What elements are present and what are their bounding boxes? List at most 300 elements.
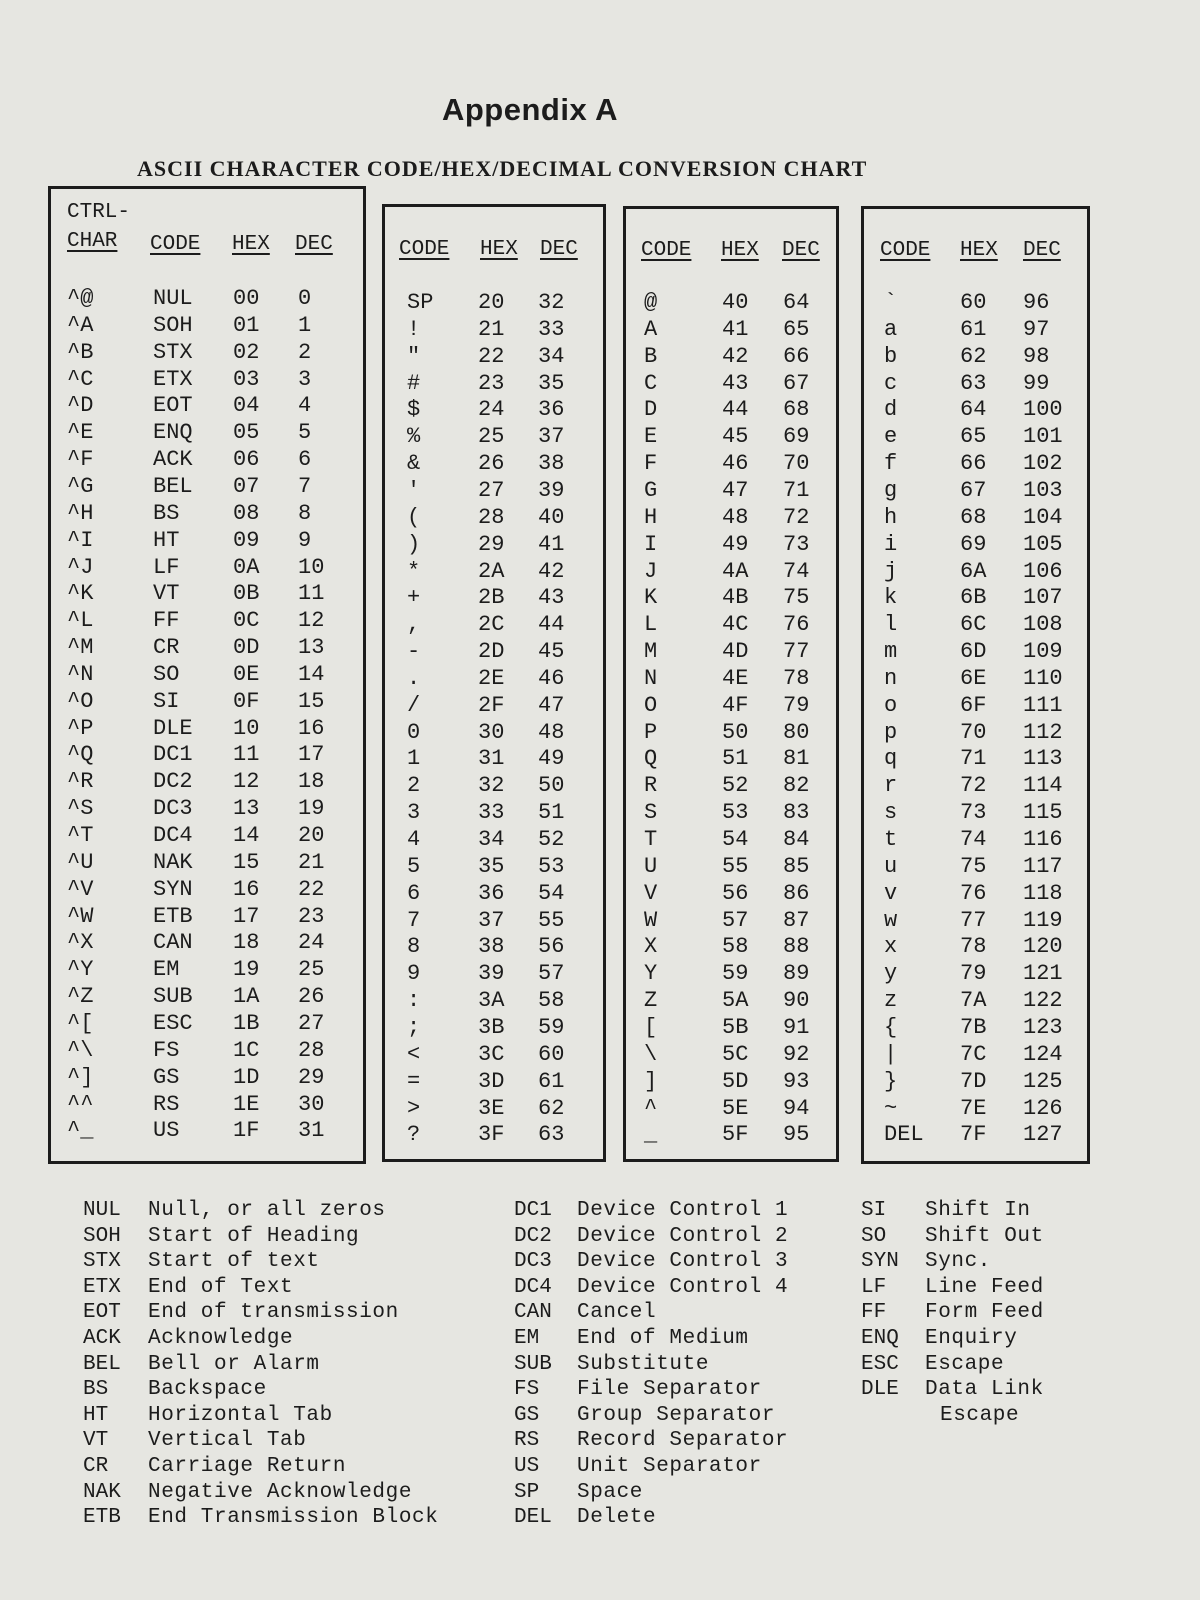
hex-cell: 67 [960, 477, 987, 503]
code-cell: { [884, 1014, 898, 1040]
hex-cell: 6F [960, 692, 987, 718]
dec-cell: 103 [1023, 477, 1063, 503]
table-row [51, 1064, 363, 1091]
code-cell: b [884, 343, 898, 369]
code-cell: / [407, 692, 421, 718]
dec-cell: 73 [783, 531, 810, 557]
ctrl-char-cell: ^N [67, 661, 94, 687]
dec-cell: 18 [298, 769, 325, 795]
hex-cell: 13 [233, 796, 260, 822]
dec-cell: 49 [538, 746, 565, 772]
table-row [51, 849, 363, 876]
legend-item [83, 1198, 503, 1224]
dec-cell: 88 [783, 934, 810, 960]
code-cell: FF [153, 608, 180, 634]
code-cell: B [644, 343, 658, 369]
legend-item [861, 1300, 1091, 1326]
hex-cell: 22 [478, 343, 505, 369]
code-cell: GS [153, 1064, 180, 1090]
table-row [51, 741, 363, 768]
table-row [864, 504, 1087, 531]
code-cell: m [884, 639, 898, 665]
ctrl-char-cell: ^[ [67, 1010, 94, 1036]
code-cell: DC2 [153, 769, 193, 795]
code-cell: 0 [407, 719, 421, 745]
code-cell: 4 [407, 827, 421, 852]
table-row [385, 370, 603, 397]
ctrl-char-cell: ^K [67, 581, 94, 607]
hex-cell: 41 [722, 316, 749, 342]
legend-item [83, 1352, 503, 1378]
code-cell: e [884, 424, 898, 450]
code-cell: J [644, 558, 658, 584]
table-row [864, 370, 1087, 397]
hex-cell: 0D [233, 635, 260, 661]
legend-item [514, 1224, 844, 1250]
hex-cell: 36 [478, 880, 505, 906]
dec-cell: 32 [538, 290, 565, 315]
dec-cell: 124 [1023, 1041, 1063, 1067]
header-code: CODE [641, 239, 692, 262]
table-row [626, 396, 836, 423]
code-cell: Q [644, 746, 658, 772]
legend-column-1 [83, 1198, 503, 1531]
code-cell: P [644, 719, 658, 745]
hex-cell: 46 [722, 451, 749, 477]
legend-item [83, 1505, 503, 1531]
code-cell: @ [644, 290, 658, 315]
code-cell: u [884, 853, 898, 879]
dec-cell: 43 [538, 585, 565, 611]
hex-cell: 68 [960, 504, 987, 530]
legend-definition: Record Separator [577, 1429, 789, 1453]
dec-cell: 90 [783, 988, 810, 1014]
table-row [864, 1121, 1087, 1148]
code-cell: ? [407, 1122, 421, 1148]
legend-item [83, 1224, 503, 1250]
table-row [51, 768, 363, 795]
hex-cell: 43 [722, 370, 749, 396]
hex-cell: 2C [478, 612, 505, 638]
legend-abbreviation: BEL [83, 1352, 121, 1376]
legend-definition: Bell or Alarm [148, 1352, 320, 1376]
dec-cell: 99 [1023, 370, 1050, 396]
ctrl-char-cell: ^@ [67, 286, 94, 311]
table-row [864, 450, 1087, 477]
code-cell: c [884, 370, 898, 396]
legend-item [514, 1505, 844, 1531]
code-cell: t [884, 827, 898, 852]
hex-cell: 11 [233, 742, 260, 768]
legend-item [861, 1352, 1091, 1378]
hex-cell: 70 [960, 719, 987, 745]
hex-cell: 05 [233, 420, 260, 446]
legend-abbreviation: ETX [83, 1275, 121, 1299]
hex-cell: 3D [478, 1068, 505, 1094]
code-cell: # [407, 370, 421, 396]
legend-abbreviation: DC4 [514, 1275, 552, 1299]
dec-cell: 65 [783, 316, 810, 342]
hex-cell: 63 [960, 370, 987, 396]
code-cell: 2 [407, 773, 421, 799]
dec-cell: 84 [783, 827, 810, 852]
legend-item [514, 1352, 844, 1378]
legend-abbreviation: GS [514, 1403, 540, 1427]
dec-cell: 69 [783, 424, 810, 450]
legend-definition: Device Control 4 [577, 1275, 789, 1299]
hex-cell: 5B [722, 1014, 749, 1040]
hex-cell: 6B [960, 585, 987, 611]
code-cell: I [644, 531, 658, 557]
table-row [385, 1095, 603, 1122]
hex-cell: 53 [722, 800, 749, 826]
code-cell: S [644, 800, 658, 826]
dec-cell: 115 [1023, 800, 1063, 826]
code-cell: : [407, 988, 421, 1014]
table-row [626, 826, 836, 853]
table-row [864, 1095, 1087, 1122]
dec-cell: 74 [783, 558, 810, 584]
hex-cell: 2A [478, 558, 505, 584]
table-row [51, 527, 363, 554]
ctrl-char-cell: ^Z [67, 984, 94, 1010]
table-row [626, 370, 836, 397]
hex-cell: 76 [960, 880, 987, 906]
header-code: CODE [880, 239, 931, 262]
code-cell: | [884, 1041, 898, 1067]
dec-cell: 72 [783, 504, 810, 530]
hex-cell: 2B [478, 585, 505, 611]
legend-abbreviation: DEL [514, 1506, 552, 1530]
dec-cell: 1 [298, 312, 312, 338]
dec-cell: 37 [538, 424, 565, 450]
code-cell: A [644, 316, 658, 342]
code-cell: R [644, 773, 658, 799]
table-row [385, 504, 603, 531]
legend-definition: Enquiry [925, 1326, 1018, 1350]
ctrl-char-cell: ^E [67, 420, 94, 446]
table-row [626, 1121, 836, 1148]
hex-cell: 0F [233, 688, 260, 714]
header-hex: HEX [960, 239, 998, 262]
code-cell: 7 [407, 907, 421, 933]
code-cell: 6 [407, 880, 421, 906]
table-row [864, 1041, 1087, 1068]
legend-definition: Space [577, 1480, 644, 1504]
code-cell: > [407, 1095, 421, 1121]
dec-cell: 17 [298, 742, 325, 768]
table-row [864, 531, 1087, 558]
dec-cell: 7 [298, 473, 312, 499]
dec-cell: 58 [538, 988, 565, 1014]
hex-cell: 06 [233, 447, 260, 473]
dec-cell: 116 [1023, 827, 1063, 852]
header-dec: DEC [295, 233, 333, 256]
dec-cell: 26 [298, 984, 325, 1010]
code-cell: " [407, 343, 421, 369]
code-cell: i [884, 531, 898, 557]
legend-item [83, 1480, 503, 1506]
hex-cell: 7D [960, 1068, 987, 1094]
legend-definition: Group Separator [577, 1403, 776, 1427]
hex-cell: 69 [960, 531, 987, 557]
table-row [51, 634, 363, 661]
legend-item [83, 1403, 503, 1429]
code-cell: SO [153, 661, 180, 687]
hex-cell: 1F [233, 1118, 260, 1144]
dec-cell: 54 [538, 880, 565, 906]
code-cell: . [407, 665, 421, 691]
hex-cell: 32 [478, 773, 505, 799]
hex-cell: 7A [960, 988, 987, 1014]
legend-abbreviation: SO [861, 1224, 887, 1248]
legend-definition: File Separator [577, 1378, 762, 1402]
table-row [385, 531, 603, 558]
table-row [385, 933, 603, 960]
hex-cell: 39 [478, 961, 505, 987]
dec-cell: 113 [1023, 746, 1063, 772]
table-row [626, 745, 836, 772]
dec-cell: 111 [1023, 692, 1063, 718]
dec-cell: 39 [538, 477, 565, 503]
dec-cell: 94 [783, 1095, 810, 1121]
dec-cell: 101 [1023, 424, 1063, 450]
hex-cell: 15 [233, 849, 260, 875]
ctrl-char-cell: ^J [67, 554, 94, 580]
table-row [51, 312, 363, 339]
table-row [385, 719, 603, 746]
table-row [626, 719, 836, 746]
hex-cell: 3A [478, 988, 505, 1014]
hex-cell: 7C [960, 1041, 987, 1067]
dec-cell: 53 [538, 853, 565, 879]
hex-cell: 59 [722, 961, 749, 987]
hex-cell: 33 [478, 800, 505, 826]
code-cell: O [644, 692, 658, 718]
legend-definition: Start of Heading [148, 1224, 360, 1248]
ctrl-char-cell: ^T [67, 823, 94, 848]
dec-cell: 20 [298, 823, 325, 848]
hex-cell: 18 [233, 930, 260, 956]
table-row [51, 285, 363, 312]
ctrl-char-cell: ^W [67, 903, 94, 929]
header-dec: DEC [782, 239, 820, 262]
hex-cell: 58 [722, 934, 749, 960]
legend-abbreviation: DC3 [514, 1250, 552, 1274]
table-row [864, 289, 1087, 316]
code-cell: G [644, 477, 658, 503]
table-row [626, 477, 836, 504]
legend-definition: Substitute [577, 1352, 710, 1376]
dec-cell: 87 [783, 907, 810, 933]
legend-item [861, 1249, 1091, 1275]
code-cell: _ [644, 1122, 658, 1148]
hex-cell: 08 [233, 500, 260, 526]
code-cell: l [884, 612, 898, 638]
table-control-chars [48, 186, 366, 1164]
hex-cell: 54 [722, 827, 749, 852]
hex-cell: 44 [722, 397, 749, 423]
dec-cell: 75 [783, 585, 810, 611]
legend-item [83, 1275, 503, 1301]
legend-abbreviation: BS [83, 1378, 109, 1402]
dec-cell: 56 [538, 934, 565, 960]
chart-subtitle: ASCII CHARACTER CODE/HEX/DECIMAL CONVERSION CHART [137, 156, 868, 181]
dec-cell: 44 [538, 612, 565, 638]
dec-cell: 41 [538, 531, 565, 557]
code-cell: ~ [884, 1095, 898, 1121]
ctrl-char-cell: ^Y [67, 957, 94, 983]
legend-item [514, 1377, 844, 1403]
table-row [626, 1068, 836, 1095]
legend-item [514, 1275, 844, 1301]
ctrl-char-cell: ^X [67, 930, 94, 956]
table-row [385, 853, 603, 880]
dec-cell: 14 [298, 661, 325, 687]
dec-cell: 61 [538, 1068, 565, 1094]
code-cell: d [884, 397, 898, 423]
table-row [51, 446, 363, 473]
header-hex: HEX [721, 239, 759, 262]
legend-abbreviation: EOT [83, 1301, 121, 1325]
dec-cell: 12 [298, 608, 325, 634]
dec-cell: 107 [1023, 585, 1063, 611]
table-punctuation-digits [382, 204, 606, 1162]
header-dec: DEC [540, 238, 578, 261]
legend-definition: Escape [940, 1403, 1020, 1427]
legend-abbreviation: FS [514, 1378, 540, 1402]
dec-cell: 29 [298, 1064, 325, 1090]
table-row [626, 880, 836, 907]
ctrl-char-cell: ^I [67, 527, 94, 553]
table-row [626, 1014, 836, 1041]
hex-cell: 6C [960, 612, 987, 638]
table-row [626, 1041, 836, 1068]
hex-cell: 72 [960, 773, 987, 799]
header-char: CHAR [67, 230, 118, 253]
table-row [51, 1091, 363, 1118]
code-cell: E [644, 424, 658, 450]
table-row [51, 580, 363, 607]
table-row [864, 772, 1087, 799]
table-lowercase [861, 206, 1090, 1164]
dec-cell: 21 [298, 849, 325, 875]
hex-cell: 51 [722, 746, 749, 772]
dec-cell: 127 [1023, 1122, 1063, 1148]
table-row [385, 907, 603, 934]
dec-cell: 98 [1023, 343, 1050, 369]
legend-abbreviation: ACK [83, 1326, 121, 1350]
legend-abbreviation: DLE [861, 1378, 899, 1402]
hex-cell: 6A [960, 558, 987, 584]
code-cell: M [644, 639, 658, 665]
code-cell: T [644, 827, 658, 852]
hex-cell: 55 [722, 853, 749, 879]
legend-abbreviation: NAK [83, 1480, 121, 1504]
hex-cell: 16 [233, 876, 260, 902]
dec-cell: 6 [298, 447, 312, 473]
code-cell: HT [153, 527, 180, 553]
table-row [626, 987, 836, 1014]
legend-abbreviation: ENQ [861, 1326, 899, 1350]
code-cell: 1 [407, 746, 421, 772]
dec-cell: 108 [1023, 612, 1063, 638]
hex-cell: 07 [233, 473, 260, 499]
code-cell: N [644, 665, 658, 691]
dec-cell: 16 [298, 715, 325, 741]
legend-definition: Carriage Return [148, 1454, 347, 1478]
ctrl-char-cell: ^U [67, 849, 94, 875]
table-row [626, 960, 836, 987]
code-cell: BS [153, 500, 180, 526]
table-row [626, 343, 836, 370]
table-row [385, 450, 603, 477]
table-row [626, 584, 836, 611]
dec-cell: 27 [298, 1010, 325, 1036]
legend-abbreviation: SUB [514, 1352, 552, 1376]
table-row [864, 987, 1087, 1014]
dec-cell: 51 [538, 800, 565, 826]
code-cell: ACK [153, 447, 193, 473]
code-cell: LF [153, 554, 180, 580]
code-cell: BEL [153, 473, 193, 499]
hex-cell: 56 [722, 880, 749, 906]
table-row [51, 366, 363, 393]
dec-cell: 81 [783, 746, 810, 772]
legend-definition: End of transmission [148, 1301, 399, 1325]
table-row [626, 316, 836, 343]
dec-cell: 31 [298, 1118, 325, 1144]
hex-cell: 25 [478, 424, 505, 450]
hex-cell: 12 [233, 769, 260, 795]
table-row [385, 960, 603, 987]
legend-item [83, 1300, 503, 1326]
legend-abbreviation: HT [83, 1403, 109, 1427]
ctrl-char-cell: ^_ [67, 1118, 94, 1144]
legend-item [83, 1428, 503, 1454]
code-cell: k [884, 585, 898, 611]
hex-cell: 74 [960, 827, 987, 852]
hex-cell: 61 [960, 316, 987, 342]
header-hex: HEX [232, 233, 270, 256]
hex-cell: 23 [478, 370, 505, 396]
header-code: CODE [150, 233, 201, 256]
code-cell: L [644, 612, 658, 638]
hex-cell: 1B [233, 1010, 260, 1036]
code-cell: ; [407, 1014, 421, 1040]
page-title: Appendix A [441, 92, 619, 127]
table-row [385, 477, 603, 504]
table-row [385, 423, 603, 450]
hex-cell: 3F [478, 1122, 505, 1148]
hex-cell: 6E [960, 665, 987, 691]
table-row [864, 584, 1087, 611]
code-cell: DC1 [153, 742, 193, 768]
table-row [864, 745, 1087, 772]
dec-cell: 4 [298, 393, 312, 419]
table-row [626, 933, 836, 960]
code-cell: W [644, 907, 658, 933]
legend-definition: Negative Acknowledge [148, 1480, 413, 1504]
table-row [864, 477, 1087, 504]
table-row [864, 960, 1087, 987]
header-dec: DEC [1023, 239, 1061, 262]
dec-cell: 19 [298, 796, 325, 822]
table-row [385, 343, 603, 370]
code-cell: r [884, 773, 898, 799]
table-row [385, 880, 603, 907]
hex-cell: 31 [478, 746, 505, 772]
